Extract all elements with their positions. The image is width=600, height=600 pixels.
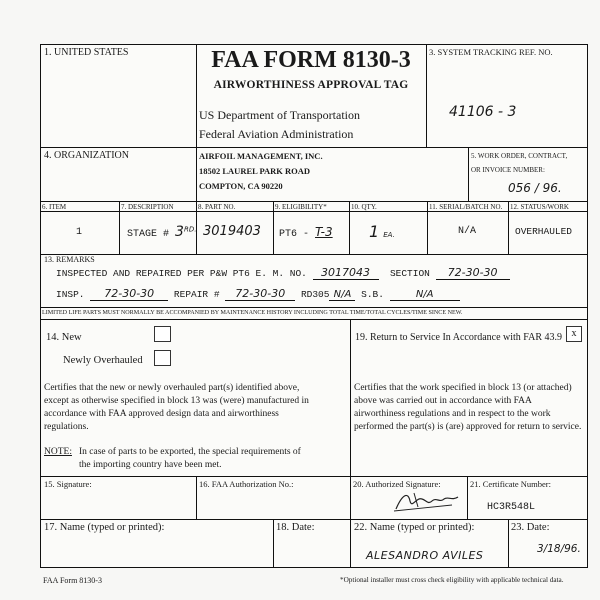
newly-overhauled-label: Newly Overhauled [63, 355, 143, 366]
divider-org [40, 201, 588, 202]
quantity [369, 222, 395, 242]
certificate-number: HC3R548L [487, 502, 536, 513]
org-name: AIRFOIL MANAGEMENT, INC. [199, 151, 323, 161]
quantity-value: 1 [369, 222, 380, 241]
divider-v-item5 [427, 201, 428, 254]
authorized-signature [392, 487, 462, 515]
serial-number: N/A [458, 226, 477, 237]
divider-remarks [40, 307, 588, 308]
divider-v-item4 [349, 201, 350, 254]
form-subtitle: AIRWORTHINESS APPROVAL TAG [213, 79, 409, 91]
divider-v-name1 [273, 519, 274, 568]
block-19-cert-2: above was carried out in accordance with FAA [354, 396, 532, 406]
sb-value: N/A [390, 289, 460, 301]
divider-item-header [40, 211, 588, 212]
section-value: 72-30-30 [436, 266, 510, 280]
block-14-cert-2: except as otherwise specified in block 13 was (were) manufactured in [44, 396, 309, 406]
divider-item [40, 254, 588, 255]
em-number: 3017043 [313, 266, 379, 280]
status-work: OVERHAULED [515, 226, 573, 237]
divider-v-title-right [426, 44, 427, 147]
block-19-label: 19. Return to Service In Accordance with FAR 43.9 [355, 332, 562, 343]
divider-v-sig3 [467, 476, 468, 519]
work-order-value: 056 / 96. [508, 181, 562, 195]
block-14-cert-1: Certifies that the new or newly overhauled part(s) identified above, [44, 383, 300, 393]
block-14-new: 14. New [46, 332, 82, 343]
divider-v-wo [468, 147, 469, 201]
form-title: FAA FORM 8130-3 [211, 47, 411, 73]
description-prefix: STAGE # [127, 229, 170, 240]
sb-label: S.B. [361, 289, 384, 300]
return-to-service-checkbox[interactable] [566, 326, 582, 342]
col-status-header: 12. STATUS/WORK [510, 203, 569, 211]
col-qty-header: 10. QTY. [351, 203, 377, 211]
rd-label: RD305 [300, 289, 330, 300]
repair-value: 72-30-30 [225, 287, 295, 301]
footer-optional-note: *Optional installer must cross check eligibility with applicable technical data. [340, 576, 564, 584]
col-description-header: 7. DESCRIPTION [121, 203, 174, 211]
insp-value: 72-30-30 [90, 287, 168, 301]
divider-v-item3 [273, 201, 274, 254]
dept-line-2: Federal Aviation Administration [199, 127, 354, 141]
eligibility [279, 225, 333, 240]
insp-label: INSP. [56, 289, 85, 300]
divider-llp [40, 319, 588, 320]
section-label: SECTION [389, 268, 430, 279]
note-line-1: In case of parts to be exported, the special requirements of [79, 447, 301, 457]
block-22-label: 22. Name (typed or printed): [354, 522, 475, 533]
col-eligibility-header: 9. ELIGIBILITY* [275, 203, 327, 211]
block-16-label: 16. FAA Authorization No.: [199, 479, 294, 489]
block-19-cert-4: performed the part(s) is (are) approved for return to service. [354, 422, 582, 432]
eligibility-prefix: PT6 - [279, 229, 310, 240]
block-3-label: 3. SYSTEM TRACKING REF. NO. [429, 47, 553, 57]
divider-v-org [196, 147, 197, 201]
description-stage: 3 [175, 224, 184, 240]
block-4-label: 4. ORGANIZATION [44, 150, 129, 161]
block-15-label: 15. Signature: [44, 479, 92, 489]
divider-v-sig1 [196, 476, 197, 519]
divider-cert [40, 476, 588, 477]
printed-name: ALESANDRO AVILES [366, 549, 484, 562]
block-17-label: 17. Name (typed or printed): [44, 522, 165, 533]
org-address-2: COMPTON, CA 90220 [199, 181, 283, 191]
new-checkbox[interactable] [154, 326, 171, 342]
remarks-line-1 [56, 266, 510, 280]
block-19-cert-1: Certifies that the work specified in block 13 (or attached) [354, 383, 572, 393]
org-address-1: 18502 LAUREL PARK ROAD [199, 166, 311, 176]
block-14-cert-3: accordance with FAA approved design data and airworthiness [44, 409, 279, 419]
col-item-header: 6. ITEM [42, 203, 67, 211]
newly-overhauled-checkbox[interactable] [154, 350, 171, 366]
quantity-unit: EA. [383, 231, 395, 239]
col-serial-header: 11. SERIAL/BATCH NO. [429, 203, 503, 211]
note-line-2: the importing country have been met. [79, 460, 222, 470]
footer-form-number: FAA Form 8130-3 [43, 576, 102, 585]
signature-date: 3/18/96. [537, 543, 581, 555]
limited-life-note: LIMITED LIFE PARTS MUST NORMALLY BE ACCOMPANIED BY MAINTENANCE HISTORY INCLUDING TOTAL TIME/TOTAL CYCLES/TIME SINCE NEW. [42, 310, 463, 316]
part-number: 3019403 [203, 224, 261, 239]
divider-v-item1 [119, 201, 120, 254]
block-19-cert-3: airworthiness regulations and in respect to the work [354, 409, 551, 419]
rd-value: N/A [329, 289, 355, 301]
repair-label: REPAIR # [173, 289, 220, 300]
dept-line-1: US Department of Transportation [199, 108, 360, 122]
block-23-label: 23. Date: [511, 522, 550, 533]
divider-sig [40, 519, 588, 520]
note-label: NOTE: [44, 447, 72, 457]
item-number: 1 [76, 227, 83, 238]
divider-header [40, 147, 588, 148]
block-21-label: 21. Certificate Number: [470, 479, 551, 489]
block-20-label: 20. Authorized Signature: [353, 479, 441, 489]
divider-v-item6 [508, 201, 509, 254]
block-18-label: 18. Date: [276, 522, 315, 533]
item-description [127, 224, 196, 240]
divider-v-name3 [508, 519, 509, 568]
remarks-text: INSPECTED AND REPAIRED PER P&W PT6 E. M. NO. [56, 268, 307, 279]
remarks-line-2 [56, 287, 460, 301]
tracking-ref-value: 41106 - 3 [449, 104, 517, 120]
return-to-service-check: x [571, 328, 577, 339]
divider-v-cert [350, 319, 351, 568]
eligibility-model: T-3 [315, 225, 333, 239]
block-14-cert-4: regulations. [44, 422, 89, 432]
block-13-label: 13. REMARKS [44, 255, 95, 264]
block-1-label: 1. UNITED STATES [44, 47, 129, 58]
description-stage-suffix: RD. [183, 225, 197, 234]
block-5-label-1: 5. WORK ORDER, CONTRACT, [471, 152, 568, 160]
col-part-header: 8. PART NO. [198, 203, 236, 211]
block-5-label-2: OR INVOICE NUMBER: [471, 166, 545, 174]
